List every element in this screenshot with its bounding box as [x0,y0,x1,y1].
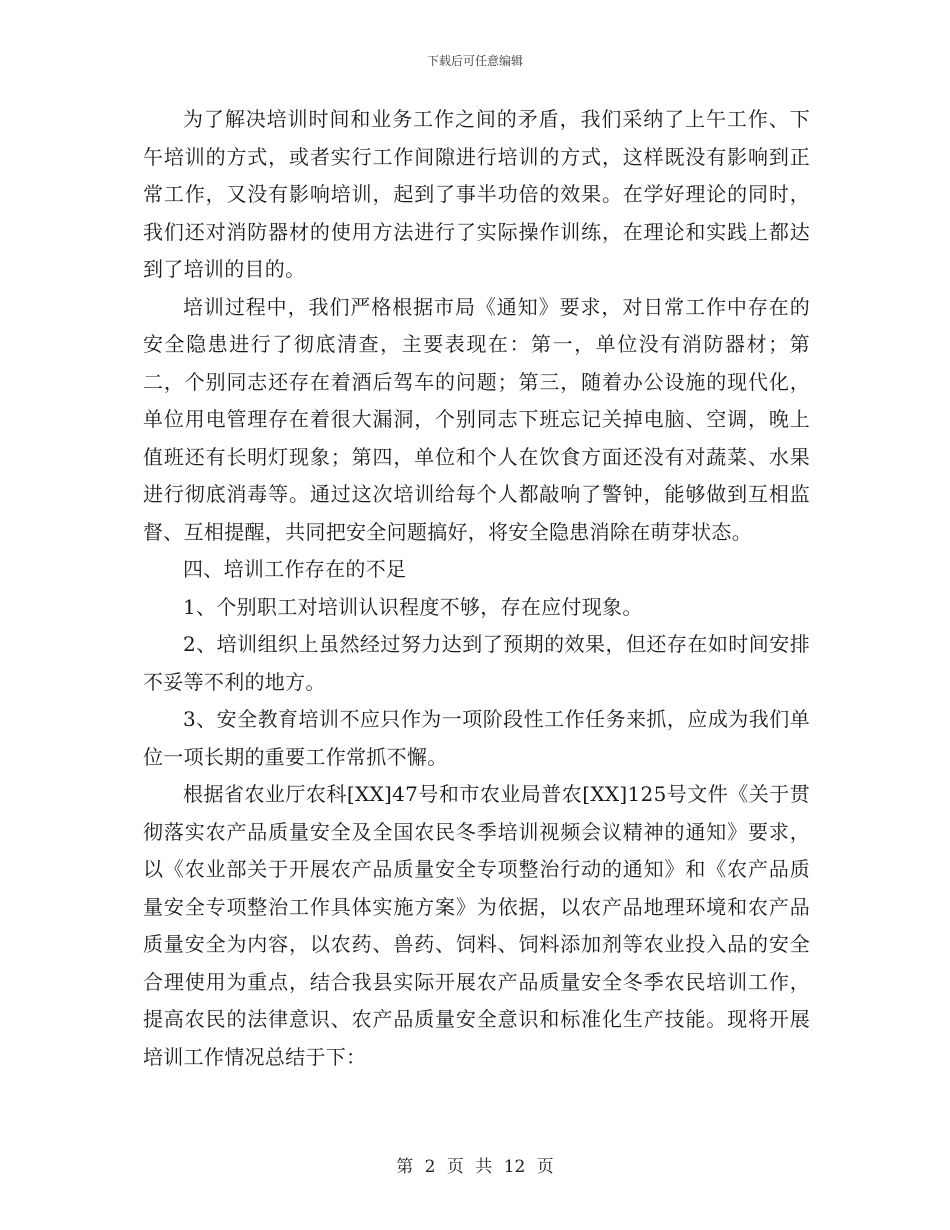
list-item-3: 3、安全教育培训不应只作为一项阶段性工作任务来抓，应成为我们单位一项长期的重要工作常抓不懈。 [143,707,810,769]
page-number-footer: 第 2 页 共 12 页 [396,1157,554,1177]
list-item-1: 1、个别职工对培训认识程度不够，存在应付现象。 [183,594,643,619]
paragraph-safety-hazards: 培训过程中，我们严格根据市局《通知》要求，对日常工作中存在的安全隐患进行了彻底清查，主要表现在：第一，单位没有消防器材；第二，个别同志还存在着酒后驾车的问题；第三，随着办公设施的现代化，单位用电管理存在着很大漏洞，个别同志下班忘记关掉电脑、空调，晚上值班还有长明灯现象；第四，单位和个人在饮食方面还没有对蔬菜、水果进行彻底消毒等。通过这次培训给每个人都敲响了警钟，能够做到互相监督、互相提醒，共同把安全问题搞好，将安全隐患消除在萌芽状态。 [143,294,810,544]
list-item-2: 2、培训组织上虽然经过努力达到了预期的效果，但还存在如时间安排不妥等不利的地方。 [143,632,810,694]
paragraph-training-schedule: 为了解决培训时间和业务工作之间的矛盾，我们采纳了上午工作、下午培训的方式，或者实行工作间隙进行培训的方式，这样既没有影响到正常工作，又没有影响培训，起到了事半功倍的效果。在学好理论的同时，我们还对消防器材的使用方法进行了实际操作训练，在理论和实践上都达到了培训的目的。 [143,107,810,281]
document-body [143,101,810,1076]
page-header-note: 下载后可任意编辑 [426,54,523,68]
paragraph-agri-training: 根据省农业厅农科[XX]47号和市农业局普农[XX]125号文件《关于贯彻落实农产品质量安全及全国农民冬季培训视频会议精神的通知》要求，以《农业部关于开展农产品质量安全专项整治行动的通知》和《农产品质量安全专项整治工作具体实施方案》为依据，以农产品地理环境和农产品质量安全为内容，以农药、兽药、饲料、饲料添加剂等农业投入品的安全合理使用为重点，结合我县实际开展农产品质量安全冬季农民培训工作，提高农民的法律意识、农产品质量安全意识和标准化生产技能。现将开展培训工作情况总结于下： [143,782,810,1069]
section-heading-shortcomings: 四、培训工作存在的不足 [183,557,407,581]
